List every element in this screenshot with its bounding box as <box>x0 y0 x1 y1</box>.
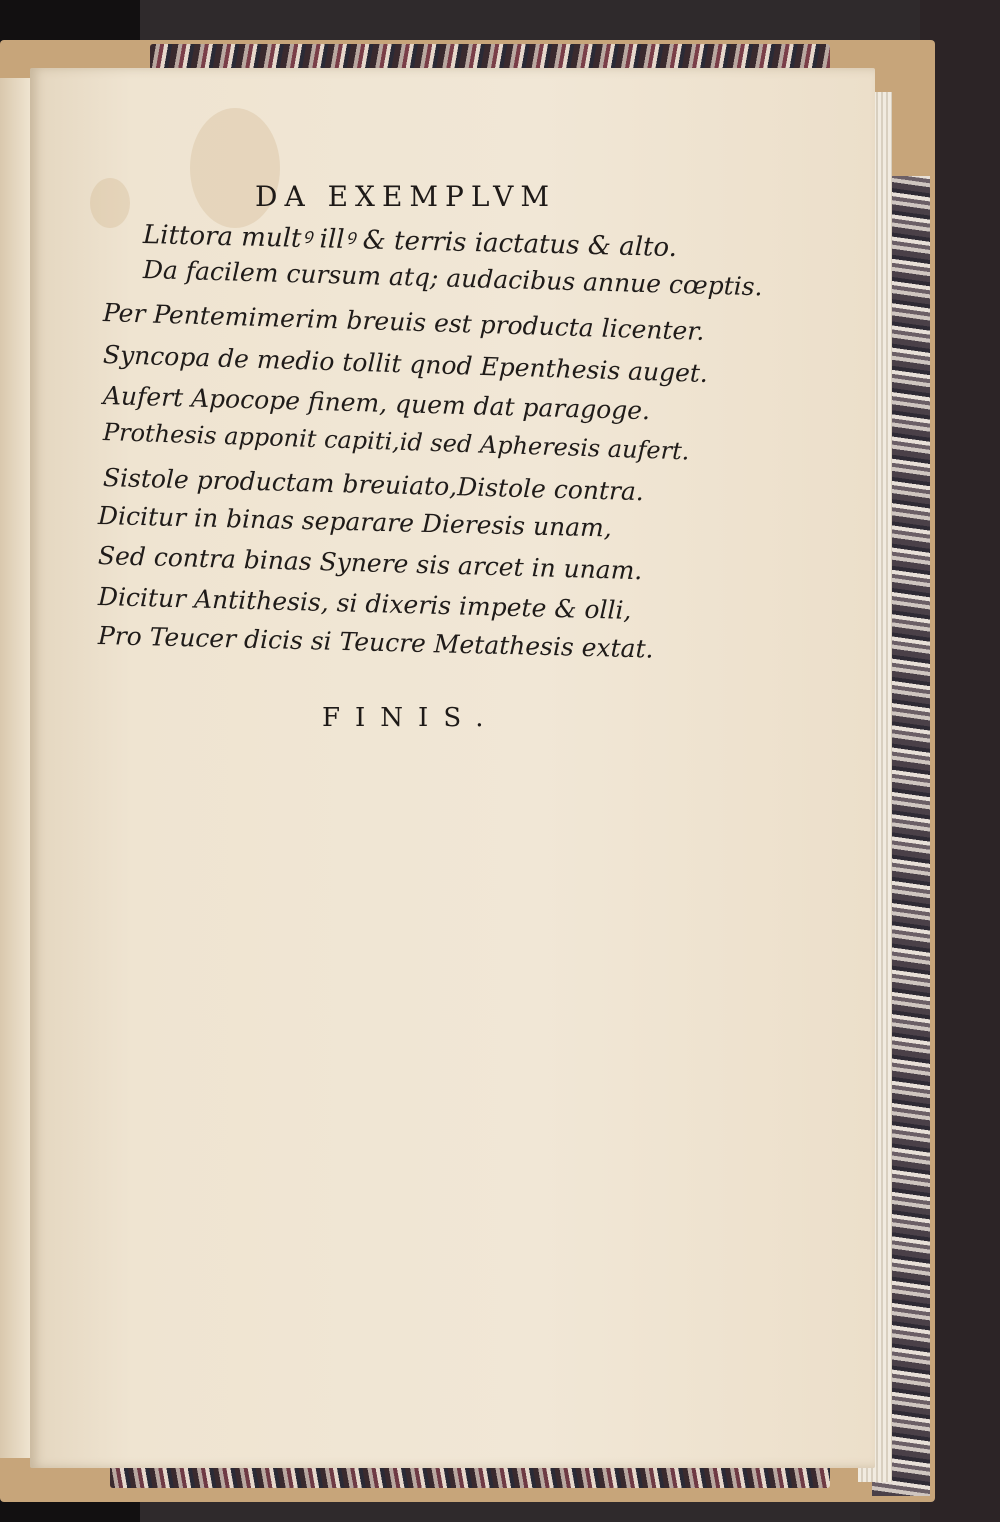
marbled-edge-top <box>150 44 830 70</box>
verse-line-1: Littora multꝰ illꝰ & terris iactatus & alto. <box>142 220 678 264</box>
verse-line-11: Pro Teucer dicis si Teucre Metathesis extat. <box>97 621 654 664</box>
finis-label: FINIS. <box>322 703 499 733</box>
verse-line-6: Prothesis apponit capiti,id sed Apheresis aufert. <box>102 418 690 466</box>
verse-line-7: Sistole productam breuiato,Distole contra. <box>102 463 645 507</box>
verse-line-10: Dicitur Antithesis, si dixeris impete & olli, <box>97 582 632 625</box>
paper-stain <box>90 178 130 228</box>
verse-line-2: Da facilem cursum atq; audacibus annue cœptis. <box>142 255 763 302</box>
facing-page-left <box>0 78 31 1458</box>
verse-line-3: Per Pentemimerim breuis est producta licenter. <box>102 298 705 346</box>
verse-line-9: Sed contra binas Synere sis arcet in unam. <box>97 541 643 586</box>
verse-line-5: Aufert Apocope finem, quem dat paragoge. <box>102 381 651 426</box>
page-heading: DA EXEMPLVM <box>255 180 557 213</box>
verse-line-4: Syncopa de medio tollit qnod Epenthesis auget. <box>102 340 709 389</box>
verse-line-8: Dicitur in binas separare Dieresis unam, <box>97 501 613 543</box>
